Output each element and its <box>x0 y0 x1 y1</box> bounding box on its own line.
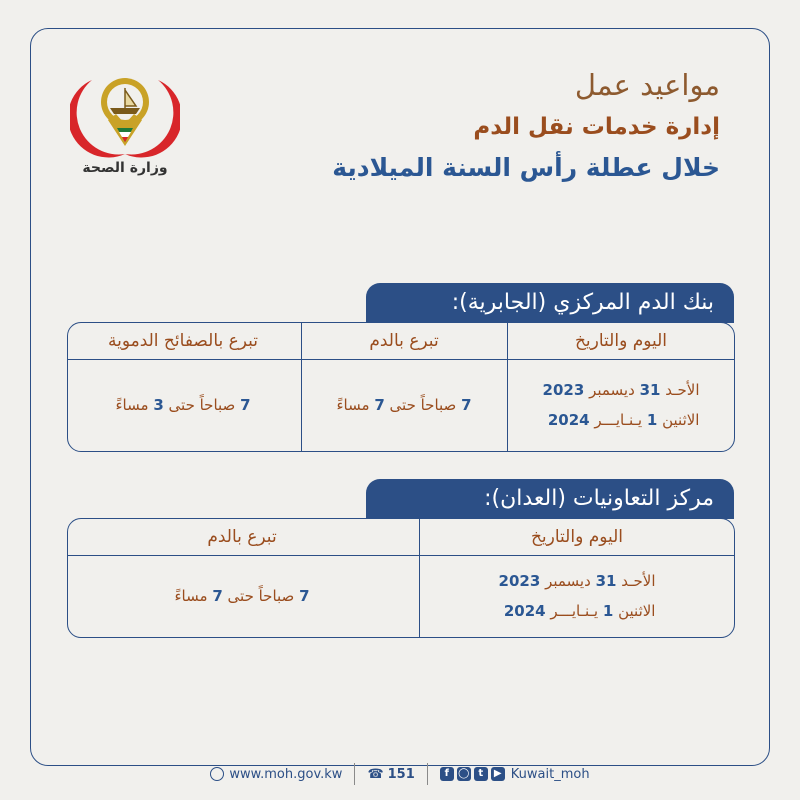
month-name: ديسمبر <box>589 381 635 399</box>
social-links[interactable] <box>440 767 590 782</box>
month-name: يـنـايـــر <box>550 602 599 620</box>
phone-icon: ☎ <box>367 766 384 782</box>
section2-blood-time <box>67 555 420 637</box>
footer-divider <box>354 763 355 785</box>
section2-body-row <box>68 555 734 637</box>
header-platelets: تبرع بالصفائح الدموية <box>67 323 302 359</box>
section1-header-row <box>68 323 734 360</box>
year: 2023 <box>542 381 585 399</box>
time-to: 7 <box>374 396 385 414</box>
day-number: 1 <box>646 411 658 429</box>
date-line <box>499 596 656 626</box>
day-name: الأحـد <box>621 572 656 590</box>
header-date: اليوم والتاريخ <box>574 331 668 351</box>
title-department: إدارة خدمات نقل الدم <box>473 114 720 140</box>
day-name: الاثنين <box>662 411 700 429</box>
time-to-word: مساءً <box>336 396 370 414</box>
header-titles <box>332 62 720 190</box>
section2-header-row <box>68 519 734 556</box>
year: 2024 <box>547 411 590 429</box>
day-number: 1 <box>602 602 614 620</box>
time-to: 3 <box>153 396 164 414</box>
phone-number: 151 <box>387 766 415 782</box>
time-to-word: مساءً <box>115 396 149 414</box>
phone-link[interactable] <box>367 767 414 782</box>
time-from: 7 <box>240 396 251 414</box>
time-from-word: صباحاً حتى <box>227 587 295 605</box>
time-from-word: صباحاً حتى <box>168 396 236 414</box>
section1-blood-time <box>301 359 508 451</box>
day-name: الأحـد <box>665 381 700 399</box>
day-name: الاثنين <box>618 602 656 620</box>
globe-icon <box>210 767 224 781</box>
header-blood: تبرع بالدم <box>301 323 508 359</box>
time-from-word: صباحاً حتى <box>389 396 457 414</box>
date-line <box>499 566 656 596</box>
year: 2023 <box>498 572 541 590</box>
section2-title: مركز التعاونيات (العدان): <box>366 479 734 519</box>
section1-body-row <box>68 359 734 451</box>
date-line <box>543 375 700 405</box>
date-line <box>543 405 700 435</box>
website-text: www.moh.gov.kw <box>229 766 343 782</box>
title-holiday: خلال عطلة رأس السنة الميلادية <box>332 153 720 182</box>
section1-dates <box>508 359 734 451</box>
month-name: ديسمبر <box>545 572 591 590</box>
header-blood: تبرع بالدم <box>67 519 420 555</box>
month-name: يـنـايـــر <box>594 411 643 429</box>
youtube-icon[interactable]: ▶ <box>491 767 505 781</box>
footer-divider <box>427 763 428 785</box>
logo-caption: وزارة الصحة <box>82 160 168 176</box>
footer <box>0 762 800 786</box>
section1-platelets-time <box>67 359 302 451</box>
year: 2024 <box>503 602 546 620</box>
social-handle: Kuwait_moh <box>510 766 590 782</box>
time-to-word: مساءً <box>174 587 208 605</box>
time-to: 7 <box>212 587 223 605</box>
section1-title: بنك الدم المركزي (الجابرية): <box>366 283 734 323</box>
time-from: 7 <box>299 587 310 605</box>
section2-table <box>67 518 735 638</box>
section2-dates <box>420 555 734 637</box>
header-date: اليوم والتاريخ <box>530 527 624 547</box>
facebook-icon[interactable]: f <box>440 767 454 781</box>
title-work-hours: مواعيد عمل <box>574 68 720 102</box>
instagram-icon[interactable]: ◯ <box>458 768 470 779</box>
time-from: 7 <box>461 396 472 414</box>
day-number: 31 <box>595 572 617 590</box>
section1-table <box>67 322 735 452</box>
twitter-icon[interactable]: t <box>474 767 488 781</box>
day-number: 31 <box>639 381 661 399</box>
website-link[interactable] <box>210 767 342 782</box>
